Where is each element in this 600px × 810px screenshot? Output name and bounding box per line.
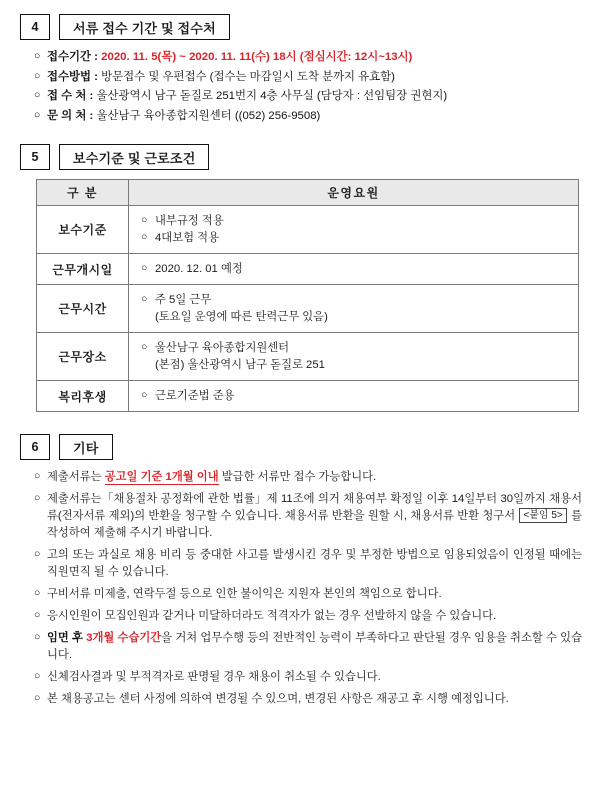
- list-item-body: [47, 608, 582, 625]
- list-item-body: [47, 49, 582, 65]
- section-5-number: 5: [20, 144, 50, 170]
- section-6-heading: [20, 434, 582, 460]
- emphasis-bold-text: 임면 후: [47, 631, 87, 644]
- list-item: [34, 49, 582, 65]
- section-4: [20, 14, 582, 124]
- cell-text: 울산남구 육아종합지원센터: [155, 342, 290, 355]
- body-text: 발급한 서류만 접수 가능합니다.: [218, 471, 377, 484]
- cell-line: [141, 213, 578, 229]
- cell-text: 내부규정 적용: [155, 215, 224, 228]
- row-content: [129, 333, 579, 381]
- list-item-body: [47, 586, 582, 603]
- list-item: [34, 691, 582, 708]
- bullet-icon: ○: [141, 341, 148, 354]
- row-label: 근무개시일: [37, 254, 129, 285]
- column-header-division: 구 분: [37, 180, 129, 206]
- row-content: [129, 380, 579, 411]
- body-text: 구비서류 미제출, 연락두절 등으로 인한 불이익은 지원자 본인의 책임으로 합니다.: [47, 587, 442, 600]
- column-header-staff: 운영요원: [129, 180, 579, 206]
- item-label: 접수기간 :: [47, 51, 98, 63]
- cell-line: [141, 261, 578, 277]
- list-item-body: [47, 691, 582, 708]
- bullet-icon: ○: [34, 89, 41, 102]
- list-item: [34, 69, 582, 85]
- body-text: 신체검사결과 및 부적격자로 판명될 경우 채용이 취소될 수 있습니다.: [47, 670, 381, 683]
- body-text: 제출서류는: [47, 471, 105, 484]
- bullet-icon: ○: [34, 669, 41, 682]
- body-text: 을 거쳐 업무수행 등의 전반적인 능력이 부족하다고 판단될 경우 임용을 취소할 수 있습니다.: [47, 631, 582, 661]
- bullet-icon: ○: [34, 630, 41, 643]
- body-text: 를 작성하여 제출해 주시기 바랍니다.: [47, 510, 582, 540]
- table-row: [37, 254, 579, 285]
- list-item-body: [47, 547, 582, 581]
- table-header-row: [37, 180, 579, 206]
- table-row: [37, 333, 579, 381]
- list-item: [34, 586, 582, 603]
- row-content: [129, 206, 579, 254]
- cell-line: [141, 340, 578, 356]
- section-6-number: 6: [20, 434, 50, 460]
- cell-text: 2020. 12. 01 예정: [155, 263, 243, 275]
- list-item-body: [47, 630, 582, 664]
- item-label: 문 의 처 :: [47, 110, 94, 123]
- section-4-number: 4: [20, 14, 50, 40]
- bullet-icon: ○: [141, 293, 148, 306]
- bullet-icon: ○: [34, 586, 41, 599]
- emphasis-underline-text: 공고일 기준 1개월 이내: [104, 471, 219, 484]
- section-6-list: [34, 469, 582, 707]
- list-item: [34, 547, 582, 581]
- list-item-body: [47, 108, 582, 124]
- bullet-icon: ○: [34, 691, 41, 704]
- body-text: 제출서류는「채용절차 공정화에 관한 법률」제 11조에 의거 채용여부 확정일 이후 14일부터 30일까지 채용서류(전자서류 제외)의 반환을 청구할 수 있습니다. 채용서류 반환을 원할 시, 채용서류 반환 청구서: [47, 493, 582, 523]
- list-item: [34, 469, 582, 486]
- table-row: [37, 285, 579, 333]
- row-label: 복리후생: [37, 380, 129, 411]
- list-item: [34, 108, 582, 124]
- bullet-icon: ○: [141, 214, 148, 227]
- item-label: 접수방법 :: [47, 70, 98, 83]
- list-item-body: [47, 469, 582, 486]
- item-value: 울산남구 육아종합지원센터 ((052) 256-9508): [96, 110, 321, 123]
- list-item-body: [47, 491, 582, 542]
- row-label: 근무시간: [37, 285, 129, 333]
- body-text: 본 채용공고는 센터 사정에 의하여 변경될 수 있으며, 변경된 사항은 재공고 후 시행 예정입니다.: [47, 692, 509, 705]
- bullet-icon: ○: [34, 69, 41, 82]
- bullet-icon: ○: [34, 470, 41, 483]
- bullet-icon: ○: [34, 548, 41, 560]
- cell-text: 근로기준법 준용: [155, 389, 235, 402]
- list-item-body: [47, 669, 582, 686]
- list-item: [34, 608, 582, 625]
- cell-subtext: (토요일 운영에 따른 탄력근무 있음): [155, 310, 328, 323]
- conditions-table: [36, 179, 579, 412]
- cell-line: [141, 230, 578, 246]
- section-4-list: [34, 49, 582, 124]
- row-content: [129, 285, 579, 333]
- bullet-icon: ○: [34, 492, 41, 505]
- row-label: 근무장소: [37, 333, 129, 381]
- cell-text: 주 5일 근무: [155, 294, 212, 307]
- bullet-icon: ○: [34, 608, 41, 621]
- list-item: [34, 491, 582, 542]
- row-content: [129, 254, 579, 285]
- section-5-title: 보수기준 및 근로조건: [59, 144, 209, 170]
- item-value: 방문접수 및 우편접수 (접수는 마감일시 도착 분까지 유효함): [101, 70, 395, 83]
- section-5: [20, 144, 582, 412]
- emphasis-red-text: 3개월 수습기간: [86, 631, 162, 644]
- body-text: 응시인원이 모집인원과 같거나 미달하더라도 적격자가 없는 경우 선발하지 않을 수 있습니다.: [47, 609, 497, 622]
- list-item: [34, 88, 582, 104]
- section-6-title: 기타: [59, 434, 113, 460]
- section-4-title: 서류 접수 기간 및 접수처: [59, 14, 230, 40]
- bullet-icon: ○: [141, 388, 148, 401]
- attachment-reference-chip: <붙임 5>: [519, 508, 566, 523]
- list-item-body: [47, 69, 582, 85]
- table-row: [37, 380, 579, 411]
- body-text: 고의 또는 과실로 채용 비리 등 중대한 사고를 발생시킨 경우 및 부정한 방법으로 임용되었음이 인정될 때에는 직원면직 될 수 있습니다.: [47, 549, 582, 578]
- item-value: 2020. 11. 5(목) ~ 2020. 11. 11(수) 18시 (점심시간: 12시~13시): [101, 51, 413, 63]
- list-item: [34, 630, 582, 664]
- section-4-heading: [20, 14, 582, 40]
- cell-line: [141, 388, 578, 404]
- cell-line: [141, 292, 578, 308]
- list-item-body: [47, 88, 582, 104]
- cell-subtext: (본점) 울산광역시 남구 돋질로 251: [155, 358, 325, 371]
- list-item: [34, 669, 582, 686]
- section-6: [20, 434, 582, 707]
- bullet-icon: ○: [34, 109, 41, 122]
- row-label: 보수기준: [37, 206, 129, 254]
- item-label: 접 수 처 :: [47, 90, 94, 103]
- bullet-icon: ○: [34, 50, 41, 62]
- cell-text: 4대보험 적용: [155, 231, 219, 244]
- bullet-icon: ○: [141, 230, 148, 243]
- item-value: 울산광역시 남구 돋질로 251번지 4층 사무실 (담당자 : 선임팀장 권현지): [96, 90, 448, 103]
- table-row: [37, 206, 579, 254]
- bullet-icon: ○: [141, 262, 148, 274]
- section-5-heading: [20, 144, 582, 170]
